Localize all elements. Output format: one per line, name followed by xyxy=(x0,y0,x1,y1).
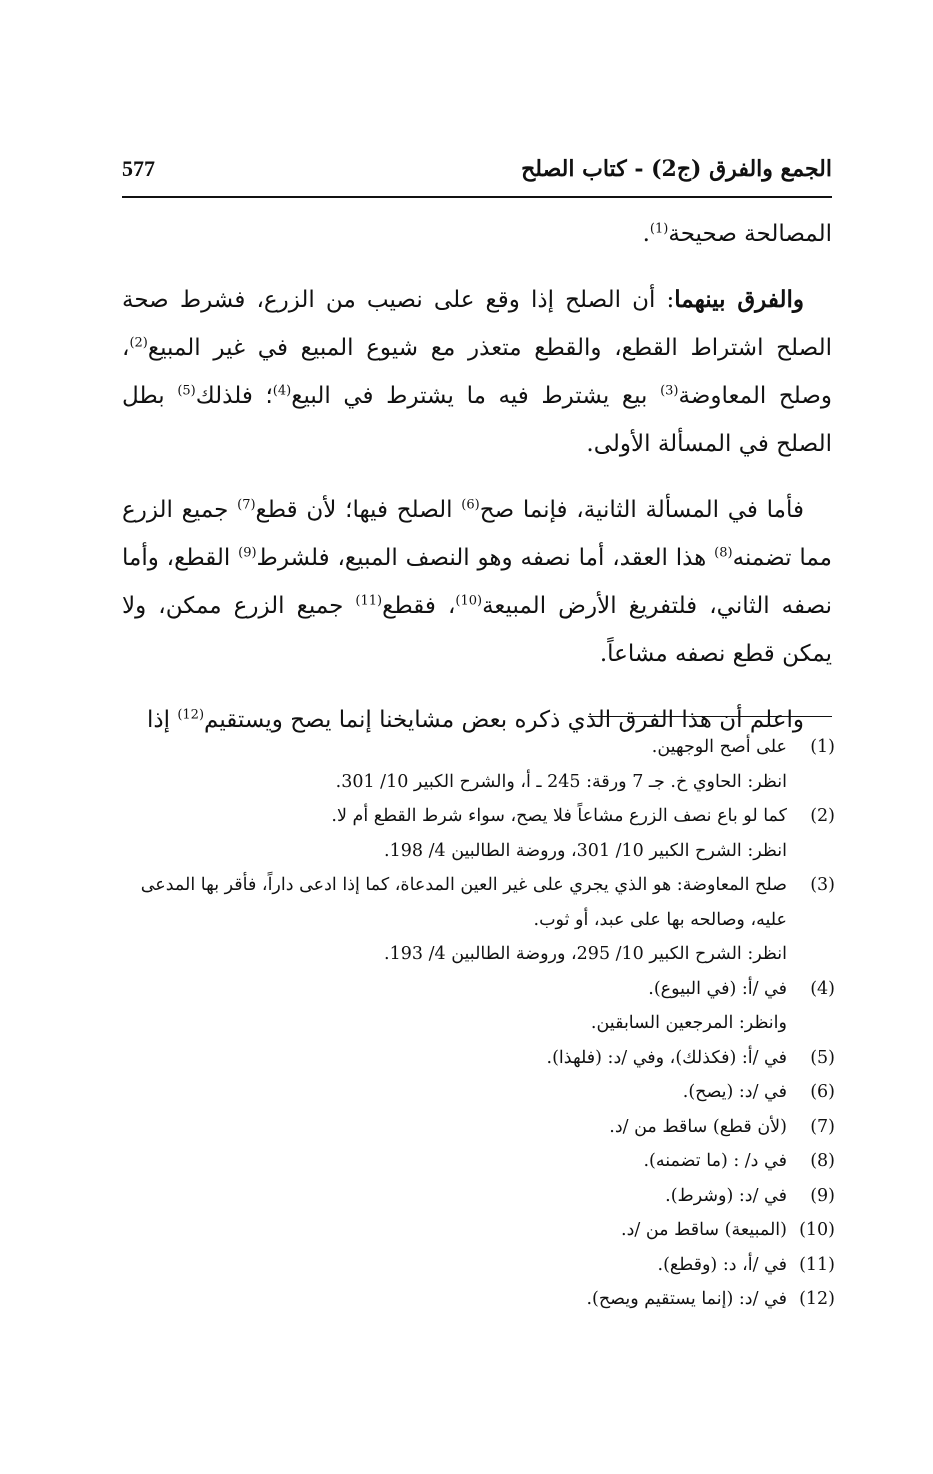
footnote-ref: (12) xyxy=(177,707,205,723)
footnote-body xyxy=(115,972,787,1041)
footnote-ref: (7) xyxy=(237,497,256,513)
paragraph-3 xyxy=(122,486,832,678)
footnote-body xyxy=(115,1282,787,1317)
footnote-number: (2) xyxy=(810,806,835,826)
footnote-line: في /أ: (في البيوع). xyxy=(648,978,787,999)
footnote-line: في /د: (إنما يستقيم ويصح). xyxy=(586,1289,787,1309)
footnote-item xyxy=(115,1179,835,1214)
footnote-ref: (11) xyxy=(355,593,383,609)
footnote-ref: (1) xyxy=(649,221,669,237)
text-span: إذا xyxy=(146,707,178,733)
footnote-body xyxy=(115,1213,787,1248)
footnote-number: (12) xyxy=(799,1289,835,1309)
footnote-item xyxy=(115,799,835,868)
footnote-body xyxy=(115,1248,787,1283)
footnote-item xyxy=(115,1110,835,1145)
footnote-item xyxy=(115,1041,835,1076)
text-span: جميع الزرع مما تضمنه xyxy=(122,497,833,571)
paragraph-1 xyxy=(122,210,832,258)
footnote-item xyxy=(115,972,835,1041)
footnote-item xyxy=(115,1248,835,1283)
footnote-item xyxy=(115,730,835,799)
text-span: بطل الصلح في المسألة الأولى. xyxy=(122,383,832,457)
text-span: المصالحة صحيحة xyxy=(668,221,832,247)
paragraph-2 xyxy=(122,276,832,468)
text-span: : أن الصلح إذا وقع على نصيب من الزرع، فشرط صحة الصلح اشتراط القطع، والقطع متعذر مع شيوع المبيع في غير المبيع xyxy=(122,287,832,361)
footnote-ref: (5) xyxy=(177,383,196,399)
footnote-ref: (3) xyxy=(660,383,679,399)
footnote-item xyxy=(115,1144,835,1179)
text-span: الصلح فيها؛ لأن قطع xyxy=(255,497,462,523)
footnote-number: (11) xyxy=(799,1254,835,1275)
footnote-line: في /أ: (فكذلك)، وفي /د: (فلهذا). xyxy=(546,1047,787,1068)
footnote-line: انظر: الحاوي خ. جـ 7 ورقة: 245 ـ أ، والشرح الكبير 10/ 301. xyxy=(335,771,787,792)
footnote-line: في /د: (يصح). xyxy=(682,1082,787,1102)
page-header xyxy=(122,152,832,198)
footnote-number: (3) xyxy=(810,875,835,895)
text-span: جميع الزرع ممكن، ولا يمكن قطع نصفه مشاعاً. xyxy=(122,593,832,667)
footnote-number: (6) xyxy=(810,1082,835,1102)
footnote-ref: (8) xyxy=(714,545,733,561)
footnote-body xyxy=(115,1179,787,1214)
text-span: . xyxy=(642,221,650,247)
footnote-ref: (2) xyxy=(129,335,148,351)
footnote-ref: (9) xyxy=(238,545,257,561)
footnote-line: كما لو باع نصف الزرع مشاعاً فلا يصح، سواء شرط القطع أم لا. xyxy=(331,806,787,826)
text-span: واعلم أن هذا الفرق الذي ذكره بعض مشايخنا إنما يصح ويستقيم xyxy=(204,707,804,733)
footnotes xyxy=(115,730,835,1317)
footnote-body xyxy=(115,1041,787,1076)
footnote-body xyxy=(115,1110,787,1145)
footnote-item xyxy=(115,1075,835,1110)
footnote-body xyxy=(115,730,787,799)
footnote-ref: (10) xyxy=(455,593,483,609)
text-span: هذا العقد، أما نصفه وهو النصف المبيع، فلشرط xyxy=(256,545,715,571)
footnote-ref: (4) xyxy=(272,383,292,399)
footnote-body xyxy=(115,1144,787,1179)
footnote-divider xyxy=(588,716,832,717)
footnote-line: وانظر: المرجعين السابقين. xyxy=(590,1013,787,1033)
footnote-line: (المبيعة) ساقط من /د. xyxy=(621,1220,787,1240)
footnote-number: (4) xyxy=(810,978,835,999)
text-span: ، فقطع xyxy=(382,593,456,619)
footnote-line: انظر: الشرح الكبير 10/ 295، وروضة الطالبين 4/ 193. xyxy=(384,944,787,964)
footnote-number: (1) xyxy=(810,737,835,757)
footnote-number: (9) xyxy=(810,1185,835,1206)
footnote-number: (7) xyxy=(810,1116,835,1137)
footnote-item xyxy=(115,1282,835,1317)
footnote-body xyxy=(115,868,787,972)
footnote-number: (5) xyxy=(810,1047,835,1068)
footnote-line: في /أ، د: (وقطع). xyxy=(657,1254,787,1275)
footnote-line: على أصح الوجهين. xyxy=(651,737,787,757)
footnote-item xyxy=(115,1213,835,1248)
footnote-line: في د/ : (ما تضمنه). xyxy=(643,1151,787,1171)
footnote-line: في /د: (وشرط). xyxy=(665,1185,787,1206)
page-number: 577 xyxy=(122,156,155,181)
footnote-ref: (6) xyxy=(461,497,480,513)
footnote-line: (لأن قطع) ساقط من /د. xyxy=(609,1116,787,1137)
footnote-number: (8) xyxy=(810,1151,835,1171)
bold-lead: والفرق بينهما xyxy=(674,286,804,313)
running-title: الجمع والفرق (ج2) - كتاب الصلح xyxy=(521,156,832,182)
main-text xyxy=(122,210,832,762)
footnote-line: انظر: الشرح الكبير 10/ 301، وروضة الطالبين 4/ 198. xyxy=(384,840,787,861)
footnote-item xyxy=(115,868,835,972)
footnote-body xyxy=(115,799,787,868)
footnote-body xyxy=(115,1075,787,1110)
footnote-number: (10) xyxy=(799,1220,835,1240)
text-span: بيع يشترط فيه ما يشترط في البيع xyxy=(291,383,661,409)
text-span: ، وصلح المعاوضة xyxy=(122,335,832,409)
footnote-line: صلح المعاوضة: هو الذي يجري على غير العين المدعاة، كما إذا ادعى داراً، فأقر بها المدعى عليه، وصالحه بها على عبد، أو ثوب. xyxy=(140,875,787,930)
text-span: ؛ فلذلك xyxy=(195,383,273,409)
text-span: فأما في المسألة الثانية، فإنما صح xyxy=(479,497,805,523)
text-span: القطع، وأما نصفه الثاني، فلتفريغ الأرض المبيعة xyxy=(122,545,832,619)
